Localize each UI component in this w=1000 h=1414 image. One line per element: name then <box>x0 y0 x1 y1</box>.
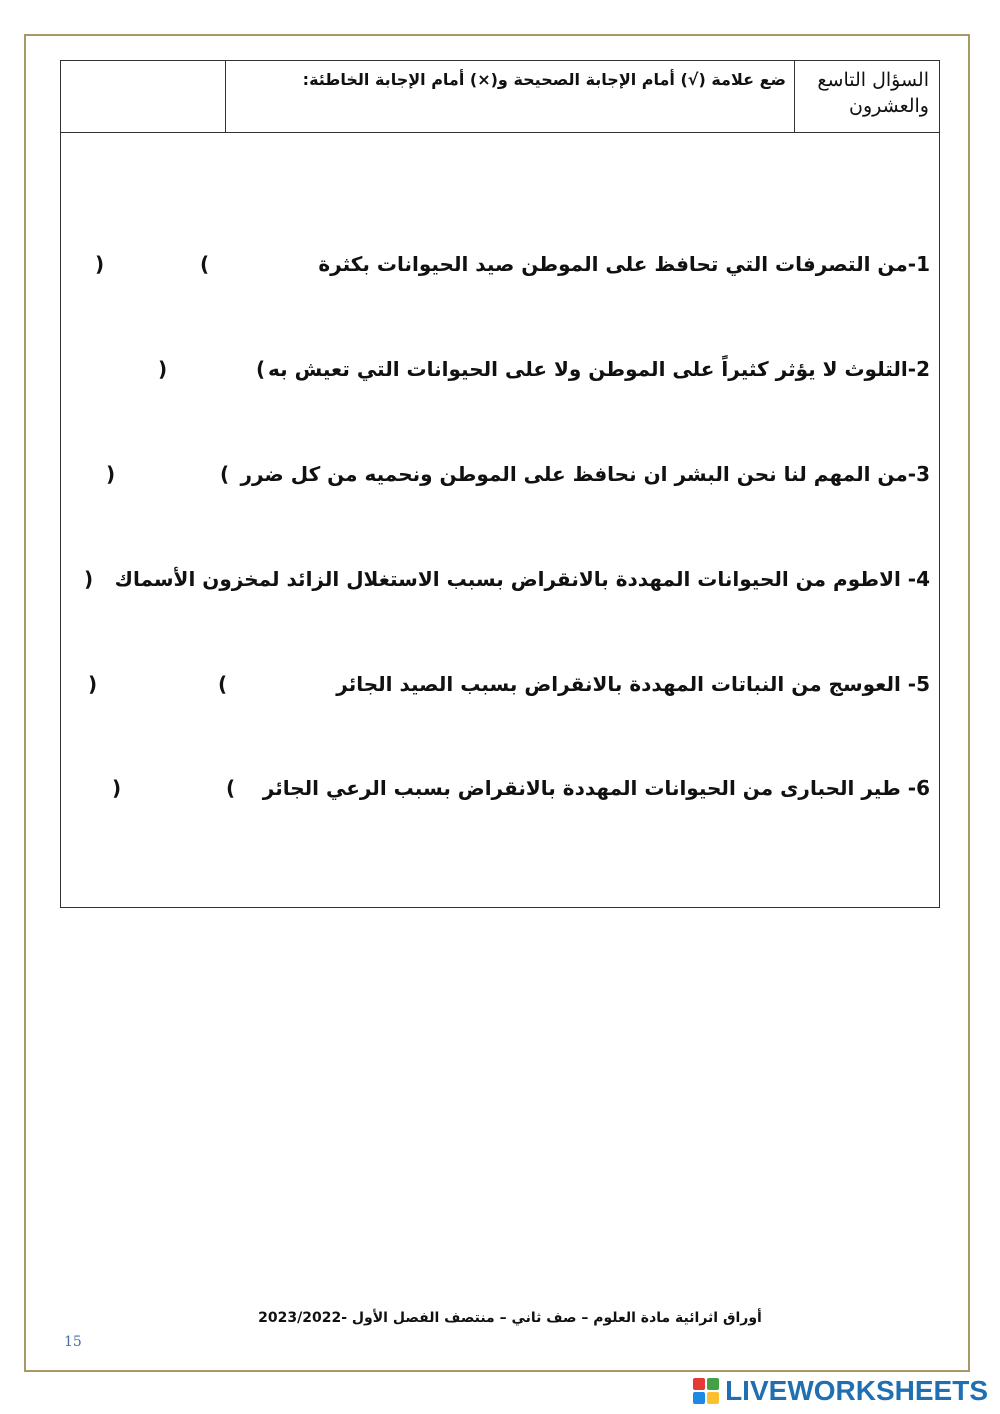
logo-square-red <box>693 1378 705 1390</box>
answer-field-1[interactable] <box>112 250 196 278</box>
instruction-text: ضع علامة (√) أمام الإجابة الصحيحة و(×) أمام الإجابة الخاطئة: <box>225 61 794 132</box>
question-header <box>60 60 940 133</box>
answer-close-paren-6: ) <box>112 776 122 800</box>
footer-text: أوراق اثرائية مادة العلوم – صف ثاني – منتصف الفصل الأول -2023/2022 <box>258 1310 762 1326</box>
liveworksheets-logo-icon <box>693 1378 719 1404</box>
question-item-2: 2-التلوث لا يؤثر كثيراً على الموطن ولا على الحيوانات التي تعيش به <box>268 357 930 381</box>
answer-field-5[interactable] <box>104 670 214 698</box>
answer-field-2[interactable] <box>174 355 252 383</box>
answer-open-paren-3: ( <box>220 462 230 486</box>
question-label: السؤال التاسع والعشرون <box>794 61 939 132</box>
page-number: 15 <box>64 1334 82 1350</box>
answer-close-paren-5: ) <box>88 672 98 696</box>
answer-open-paren-2: ( <box>256 357 266 381</box>
question-item-4: 4- الاطوم من الحيوانات المهددة بالانقراض بسبب الاستغلال الزائد لمخزون الأسماك <box>114 567 930 591</box>
answer-close-paren-2: ) <box>158 357 168 381</box>
answer-close-paren-4: ) <box>84 567 94 591</box>
answer-field-3[interactable] <box>124 460 216 488</box>
question-item-6: 6- طير الحبارى من الحيوانات المهددة بالانقراض بسبب الرعي الجائر <box>262 776 930 800</box>
question-item-1: 1-من التصرفات التي تحافظ على الموطن صيد الحيوانات بكثرة <box>318 252 930 276</box>
answer-open-paren-1: ( <box>200 252 210 276</box>
question-item-5: 5- العوسج من النباتات المهددة بالانقراض بسبب الصيد الجائر <box>336 672 930 696</box>
answer-close-paren-1: ) <box>95 252 105 276</box>
logo-square-blue <box>693 1392 705 1404</box>
answer-field-6[interactable] <box>128 774 222 802</box>
answer-open-paren-6: ( <box>226 776 236 800</box>
question-item-3: 3-من المهم لنا نحن البشر ان نحافظ على الموطن ونحميه من كل ضرر <box>240 462 930 486</box>
logo-square-green <box>707 1378 719 1390</box>
answer-field-4[interactable] <box>100 565 190 593</box>
answer-open-paren-5: ( <box>218 672 228 696</box>
header-blank-cell <box>61 61 225 132</box>
logo-square-yellow <box>707 1392 719 1404</box>
brand-name: LIVEWORKSHEETS <box>725 1375 988 1406</box>
answer-close-paren-3: ) <box>106 462 116 486</box>
liveworksheets-brand <box>693 1374 988 1408</box>
